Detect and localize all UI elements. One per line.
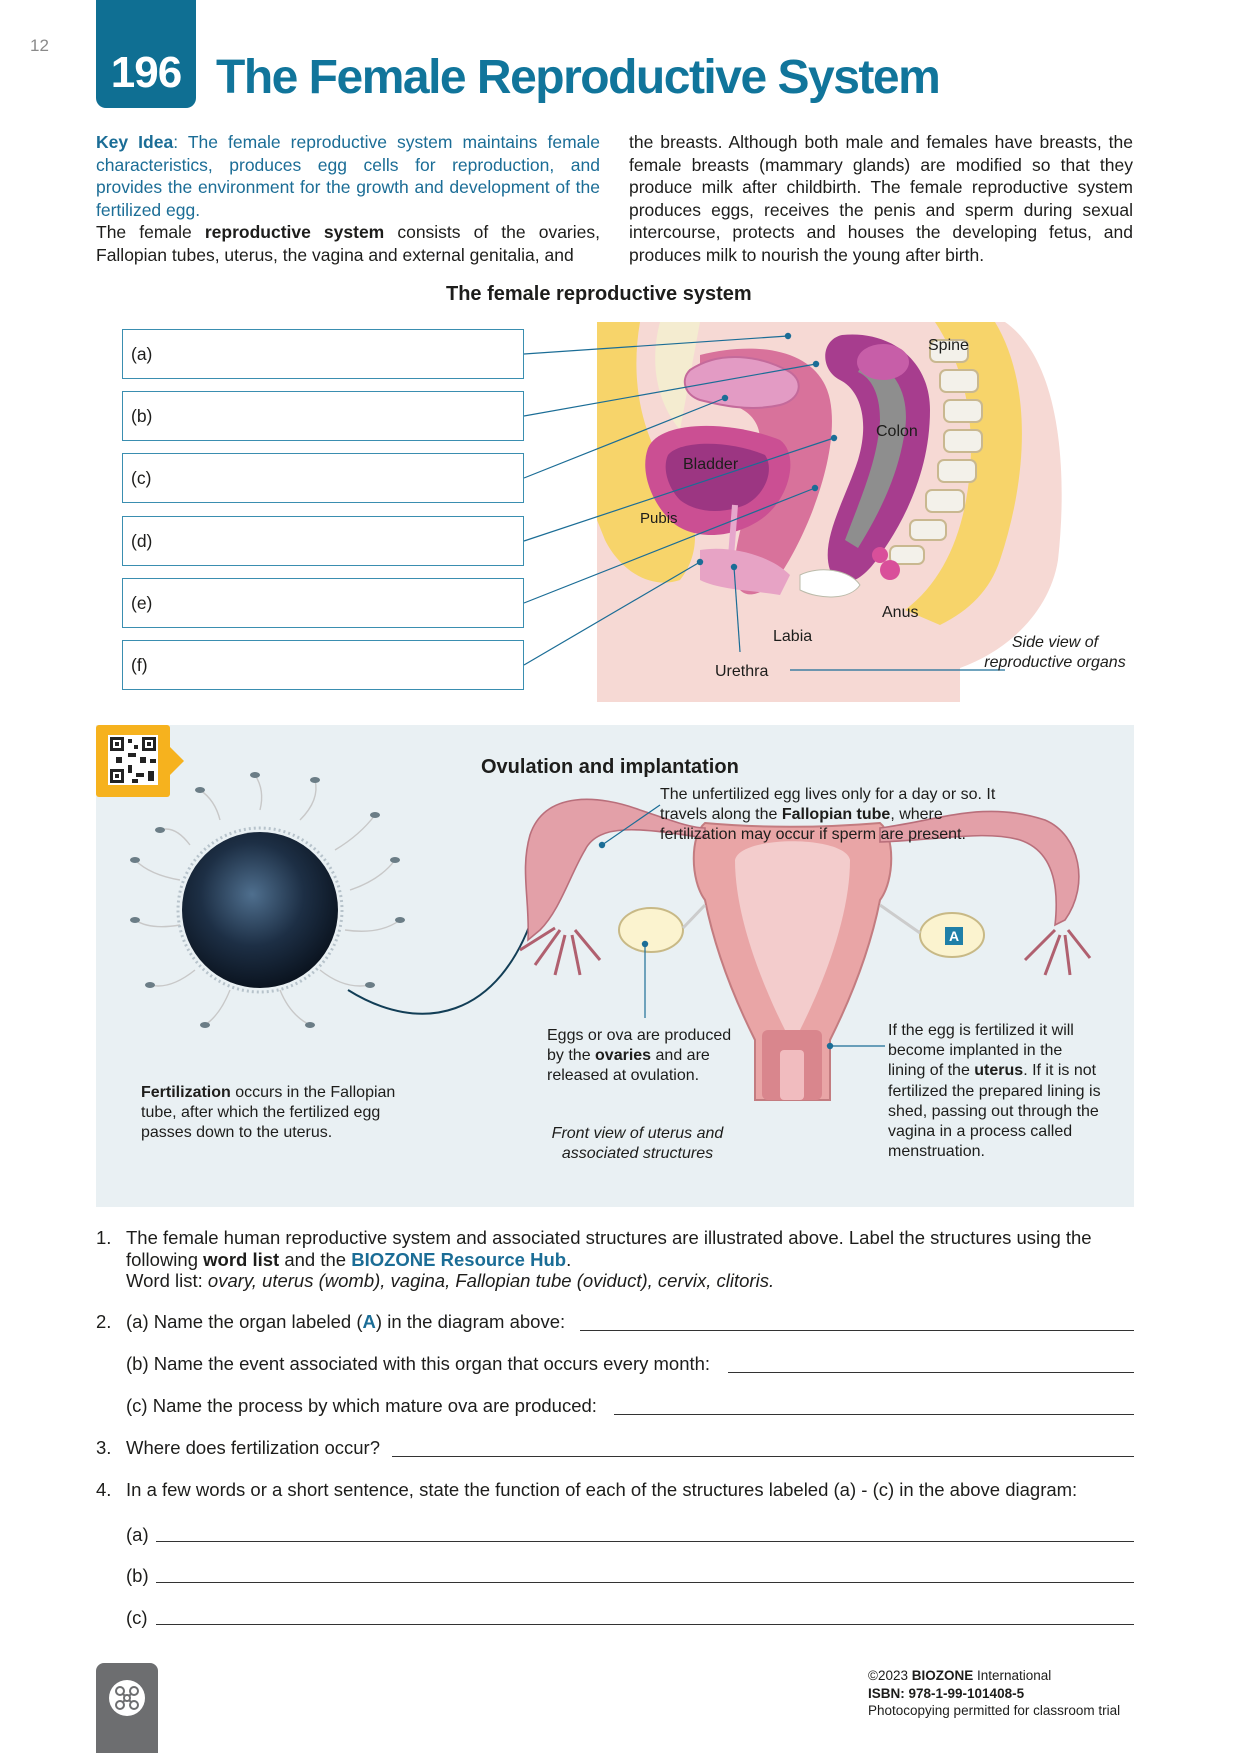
q4b-answer-line[interactable] [156,1582,1134,1583]
label-box-e-letter: (e) [131,593,153,613]
q2c: (c) Name the process by which mature ova are produced: [126,1395,597,1416]
diagram1-caption-line2: reproductive organs [984,654,1126,671]
label-bladder: Bladder [683,456,739,473]
q4-number: 4. [96,1479,112,1500]
biozone-resource-hub-link[interactable]: BIOZONE Resource Hub [351,1248,567,1270]
egg-text [660,785,1020,846]
uterus-text-bold: uterus [974,1062,1024,1080]
q2b-answer-line[interactable] [728,1372,1134,1373]
q2a-before: (a) Name the organ labeled ( [126,1311,363,1332]
q1-line2 [126,1249,1136,1271]
diagram2-caption [545,1124,730,1164]
label-box-b-letter: (b) [131,406,153,426]
q4b-label: (b) [126,1565,149,1586]
q1-line1: The female human reproductive system and associated structures are illustrated above. Label the structures using the [126,1227,1092,1248]
q4-text: In a few words or a short sentence, state the function of each of the structures labeled (a) - (c) in the above diagram: [126,1479,1078,1500]
intro-p1-bold: reproductive system [204,222,385,243]
question-3 [96,1437,380,1459]
label-urethra: Urethra [715,663,769,680]
key-idea-text: : The female reproductive system maintains female characteristics, produces egg cells for reproduction, and provides the environment for the growth and development of the fertilized egg. [96,132,601,220]
footer-copyright-suffix: International [973,1668,1052,1683]
egg-text-before: The unfertilized egg lives only for a day or so. It travels along the [660,786,996,824]
q3-answer-line[interactable] [392,1456,1134,1457]
diagram2-caption-line1: Front view of uterus and [551,1125,724,1142]
diagram2-title: Ovulation and implantation [481,756,739,778]
question-1 [96,1227,1136,1292]
q3-number: 3. [96,1437,112,1458]
label-spine: Spine [928,337,969,354]
q4a-label: (a) [126,1524,149,1545]
q1-word-list-label: Word list: [126,1270,208,1291]
footer-isbn: ISBN: 978-1-99-101408-5 [868,1685,1025,1701]
q2a-after: ) in the diagram above: [375,1311,566,1332]
fertilization-body: occurs in the Fallopian tube, after which the fertilized egg passes down to the uterus. [141,1084,396,1142]
diagram2-caption-line2: associated structures [561,1145,714,1163]
q2-number: 2. [96,1311,112,1332]
uterus-text-after: . If it is not fertilized the prepared lining is shed, passing out through the vagina in a process called menstruation. [888,1062,1101,1161]
question-4 [96,1479,1146,1501]
diagram1-caption-line1: Side view of [1011,634,1099,651]
q1-line2-before: following [126,1248,204,1270]
q2b: (b) Name the event associated with this organ that occurs every month: [126,1353,711,1374]
key-idea-label: Key Idea [96,132,174,152]
q1-word-list-bold: word list [203,1248,280,1270]
footer-credits [868,1667,1120,1720]
uterus-text-before: If the egg is fertilized it will become implanted in the lining of the [888,1022,1074,1080]
activity-number-badge: 196 [96,0,196,108]
footer-note: Photocopying permitted for classroom trial [868,1703,1121,1718]
intro-p1-before: The female [96,222,205,243]
fertilization-text [141,1083,416,1144]
ovary-text [547,1026,742,1087]
q1-number: 1. [96,1227,112,1248]
intro-p1-after: consists of the ovaries, Fallopian tubes, uterus, the vagina and external genitalia, and [96,222,600,265]
q3-text: Where does fertilization occur? [126,1437,380,1458]
q2c-answer-line[interactable] [614,1414,1134,1415]
fertilization-bold: Fertilization [141,1084,231,1101]
egg-text-bold: Fallopian tube [781,806,891,824]
q4c-answer-line[interactable] [156,1624,1134,1625]
footer-brand: BIOZONE [911,1668,974,1683]
ovary-text-bold: ovaries [595,1047,652,1065]
ovary-text-after: and are released at ovulation. [547,1047,710,1085]
marker-a: A [948,928,960,944]
page-title: The Female Reproductive System [216,51,940,104]
label-box-a-letter: (a) [131,344,153,364]
uterus-text [888,1021,1103,1162]
label-box-c-letter: (c) [131,468,152,488]
q2a-letter: A [362,1311,376,1332]
q4a-answer-line[interactable] [156,1541,1134,1542]
label-labia: Labia [773,628,813,645]
intro-right-column: the breasts. Although both male and females have breasts, the female breasts (mammary glands) are modified so that they produce milk after childbirth. The female reproductive system produces eggs, receives the penis and sperm during sexual intercourse, protects and houses the developing fetus, and produces milk to nourish the young after birth. [629,132,1133,265]
page-number: 12 [30,36,49,55]
q4c-label: (c) [126,1607,148,1628]
q2a-answer-line[interactable] [580,1330,1134,1331]
q1-line2-end: . [566,1248,572,1270]
footer-copyright-prefix: ©2023 [868,1668,912,1683]
molecule-icon [96,1663,158,1753]
ovary-text-before: Eggs or ova are produced by the [547,1027,732,1065]
diagram1-title: The female reproductive system [446,283,752,305]
egg-text-after: , where fertilization may occur if sperm are present. [660,806,966,844]
q1-word-list [126,1270,1136,1292]
q1-line2-mid: and the [279,1248,352,1270]
label-box-d-letter: (d) [131,531,153,551]
label-colon: Colon [876,423,918,440]
question-2a [96,1311,565,1333]
q1-word-list-items: ovary, uterus (womb), vagina, Fallopian tube (oviduct), cervix, clitoris. [207,1270,775,1291]
label-box-f-letter: (f) [131,655,148,675]
label-anus: Anus [882,604,919,621]
footer-copyright [868,1667,1120,1685]
label-pubis: Pubis [640,510,678,527]
